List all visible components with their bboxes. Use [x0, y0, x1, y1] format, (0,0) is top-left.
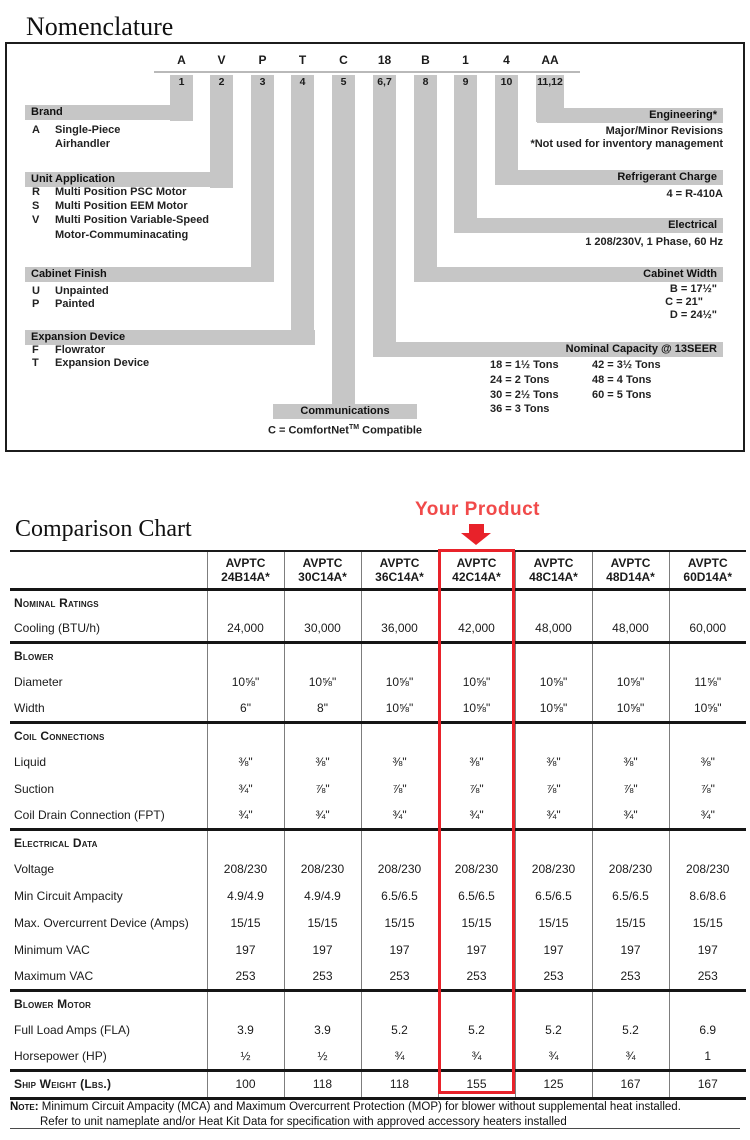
value-cell: 100 — [207, 1070, 284, 1098]
table-row — [10, 1043, 746, 1070]
code-character: 4 — [503, 53, 510, 67]
model-number: 48D14A* — [606, 569, 655, 584]
empty-cell — [361, 642, 438, 668]
table-row — [10, 748, 746, 775]
empty-cell — [207, 722, 284, 748]
value-cell: ⅞" — [361, 775, 438, 802]
value-cell: 60,000 — [669, 615, 746, 642]
value-cell: 167 — [592, 1070, 669, 1098]
code-position-number: 3 — [259, 76, 266, 88]
code-drop-bar — [291, 75, 314, 342]
empty-cell — [438, 990, 515, 1016]
code-position-number: 2 — [218, 76, 225, 88]
capacity-item: 60 = 5 Tons — [592, 389, 652, 401]
value-cell: 10⅝" — [592, 695, 669, 722]
cabinet-finish-bar: Cabinet Finish — [25, 267, 274, 282]
value-cell: ½ — [207, 1043, 284, 1070]
refrigerant-charge-bar: Refrigerant Charge — [495, 170, 723, 185]
item-text: Flowrator — [55, 344, 106, 356]
value-cell: 253 — [207, 963, 284, 990]
value-cell: 24,000 — [207, 615, 284, 642]
electrical-bar: Electrical — [454, 218, 723, 233]
model-series: AVPTC — [302, 555, 343, 570]
unit-app-item — [32, 186, 186, 199]
value-cell: 208/230 — [207, 855, 284, 882]
capacity-item: 18 = 1½ Tons — [490, 359, 559, 371]
table-row — [10, 855, 746, 882]
code-drop-bar — [454, 75, 477, 232]
value-cell: 6.5/6.5 — [438, 882, 515, 909]
nominal-capacity-bar: Nominal Capacity @ 13SEER — [373, 342, 723, 357]
empty-cell — [669, 642, 746, 668]
cabinet-width-bar: Cabinet Width — [414, 267, 723, 282]
code-character: V — [217, 53, 226, 67]
value-cell: ⅜" — [207, 748, 284, 775]
value-cell: 8.6/8.6 — [669, 882, 746, 909]
item-code: P — [32, 298, 40, 310]
value-cell: 15/15 — [207, 909, 284, 936]
value-cell: 15/15 — [669, 909, 746, 936]
table-row — [10, 882, 746, 909]
column-header — [592, 551, 669, 589]
empty-cell — [207, 990, 284, 1016]
code-character: P — [258, 53, 267, 67]
communications-bar: Communications — [273, 404, 417, 419]
table-header-row — [10, 551, 746, 589]
value-cell: ⅜" — [438, 748, 515, 775]
value-cell: ¾" — [361, 802, 438, 829]
comfortnet-text: C = ComfortNet — [267, 424, 349, 437]
value-cell: 208/230 — [592, 855, 669, 882]
value-cell: 5.2 — [361, 1016, 438, 1043]
row-label: Minimum VAC — [14, 942, 90, 957]
value-cell: 208/230 — [361, 855, 438, 882]
section-header-row — [10, 722, 746, 748]
value-cell: ⅜" — [669, 748, 746, 775]
row-label: Max. Overcurrent Device (Amps) — [14, 915, 189, 930]
model-series: AVPTC — [225, 555, 266, 570]
expansion-device-bar: Expansion Device — [25, 330, 315, 345]
nomenclature-title: Nomenclature — [26, 12, 174, 41]
model-number: 48C14A* — [529, 569, 578, 584]
section-header-cell: Blower — [10, 642, 207, 668]
empty-header-cell — [10, 551, 207, 589]
cabinet-finish-item — [32, 298, 95, 311]
column-header — [669, 551, 746, 589]
column-header — [438, 551, 515, 589]
capacity-item: 30 = 2½ Tons — [490, 389, 559, 401]
value-cell: 36,000 — [361, 615, 438, 642]
value-cell: 10⅝" — [361, 668, 438, 695]
empty-cell — [438, 829, 515, 855]
value-cell: 10⅝" — [438, 695, 515, 722]
comparison-title: Comparison Chart — [15, 516, 192, 542]
empty-cell — [515, 722, 592, 748]
value-cell: 125 — [515, 1070, 592, 1098]
value-cell: 118 — [361, 1070, 438, 1098]
table-row — [10, 668, 746, 695]
communications-line — [250, 421, 440, 438]
down-arrow-icon — [469, 524, 484, 533]
value-cell: 197 — [515, 936, 592, 963]
empty-cell — [361, 722, 438, 748]
empty-cell — [207, 642, 284, 668]
empty-cell — [361, 589, 438, 615]
empty-cell — [361, 829, 438, 855]
item-text: Painted — [55, 298, 95, 310]
value-cell: 253 — [361, 963, 438, 990]
section-header-row — [10, 642, 746, 668]
row-label: Full Load Amps (FLA) — [14, 1022, 131, 1037]
value-cell: ¾ — [438, 1043, 515, 1070]
value-cell: 30,000 — [284, 615, 361, 642]
empty-cell — [207, 829, 284, 855]
item-code: T — [32, 357, 39, 369]
item-text: Multi Position EEM Motor — [55, 200, 188, 212]
note-line2: Refer to unit nameplate and/or Heat Kit Data for specification with approved accessory heaters installed — [40, 1116, 567, 1128]
value-cell: 10⅝" — [438, 668, 515, 695]
value-cell: 10⅝" — [515, 695, 592, 722]
row-label: Ship Weight (Lbs.) — [10, 1070, 207, 1098]
value-cell: ⅞" — [438, 775, 515, 802]
item-code: R — [32, 186, 40, 198]
engineering-line: Major/Minor Revisions — [605, 125, 723, 137]
value-cell: 15/15 — [515, 909, 592, 936]
brand-item-text: Single-Piece — [55, 124, 121, 136]
code-drop-bar — [414, 75, 437, 280]
code-position-number: 8 — [422, 76, 429, 88]
electrical-line: 1 208/230V, 1 Phase, 60 Hz — [585, 236, 723, 248]
value-cell: ¾ — [361, 1043, 438, 1070]
model-number: 30C14A* — [298, 569, 347, 584]
value-cell: 10⅝" — [669, 695, 746, 722]
value-cell: ⅞" — [284, 775, 361, 802]
empty-cell — [361, 990, 438, 1016]
value-cell: 6" — [207, 695, 284, 722]
item-text: Unpainted — [55, 285, 109, 297]
section-header-cell: Coil Connections — [10, 722, 207, 748]
value-cell: ⅞" — [515, 775, 592, 802]
value-cell: 208/230 — [669, 855, 746, 882]
model-number: 36C14A* — [375, 569, 424, 584]
row-label: Horsepower (HP) — [14, 1048, 107, 1063]
code-character: C — [339, 53, 348, 67]
code-position-number: 10 — [500, 76, 513, 88]
capacity-item: 24 = 2 Tons — [490, 374, 550, 386]
empty-cell — [207, 589, 284, 615]
value-cell: ⅜" — [284, 748, 361, 775]
expansion-item — [32, 357, 149, 370]
value-cell: 6.9 — [669, 1016, 746, 1043]
column-header — [361, 551, 438, 589]
ship-weight-row — [10, 1070, 746, 1098]
empty-cell — [515, 589, 592, 615]
value-cell: ¾ — [592, 1043, 669, 1070]
cabinet-width-line: B = 17½" — [669, 283, 717, 295]
brand-bar: Brand — [25, 105, 193, 120]
table-row — [10, 909, 746, 936]
model-series: AVPTC — [687, 555, 728, 570]
code-character: A — [177, 53, 186, 67]
brand-item — [32, 124, 120, 137]
value-cell: 1 — [669, 1043, 746, 1070]
empty-cell — [669, 722, 746, 748]
value-cell: ¾" — [669, 802, 746, 829]
empty-cell — [592, 829, 669, 855]
cabinet-width-line: D = 24½" — [669, 309, 717, 321]
empty-cell — [284, 829, 361, 855]
value-cell: ¾" — [207, 775, 284, 802]
capacity-item: 48 = 4 Tons — [592, 374, 652, 386]
value-cell: 48,000 — [592, 615, 669, 642]
empty-cell — [669, 990, 746, 1016]
value-cell: 3.9 — [207, 1016, 284, 1043]
value-cell: 15/15 — [284, 909, 361, 936]
empty-cell — [284, 589, 361, 615]
comparison-table — [10, 550, 746, 1100]
value-cell: 253 — [284, 963, 361, 990]
value-cell: 42,000 — [438, 615, 515, 642]
value-cell: 118 — [284, 1070, 361, 1098]
item-code: U — [32, 285, 40, 297]
value-cell: ¾" — [438, 802, 515, 829]
empty-cell — [592, 589, 669, 615]
item-code: V — [32, 214, 40, 226]
value-cell: ¾" — [284, 802, 361, 829]
expansion-item — [32, 344, 105, 357]
code-drop-bar — [495, 75, 518, 185]
model-number: 60D14A* — [683, 569, 733, 584]
section-header-row — [10, 829, 746, 855]
model-series: AVPTC — [533, 555, 574, 570]
row-label: Voltage — [14, 861, 55, 876]
value-cell: 10⅝" — [515, 668, 592, 695]
item-text: Multi Position PSC Motor — [55, 186, 187, 198]
value-cell: ¾" — [515, 802, 592, 829]
value-cell: ⅜" — [361, 748, 438, 775]
value-cell: 6.5/6.5 — [361, 882, 438, 909]
empty-cell — [284, 990, 361, 1016]
code-drop-bar — [332, 75, 355, 418]
code-character: 1 — [462, 53, 469, 67]
model-number: 42C14A* — [452, 569, 501, 584]
note-line1: Minimum Circuit Ampacity (MCA) and Maximum Overcurrent Protection (MOP) for blower without supplemental heat installed. — [41, 1101, 681, 1113]
row-label: Cooling (BTU/h) — [14, 620, 101, 635]
column-header — [284, 551, 361, 589]
value-cell: 15/15 — [361, 909, 438, 936]
value-cell: 10⅝" — [361, 695, 438, 722]
footnote — [10, 1100, 742, 1130]
section-header-row — [10, 589, 746, 615]
table-row — [10, 615, 746, 642]
item-text: Expansion Device — [55, 357, 150, 369]
compatible-text: Compatible — [359, 424, 423, 437]
column-header — [515, 551, 592, 589]
item-code: S — [32, 200, 40, 212]
section-header-cell: Electrical Data — [10, 829, 207, 855]
row-label: Liquid — [14, 754, 47, 769]
column-header — [207, 551, 284, 589]
value-cell: 5.2 — [592, 1016, 669, 1043]
code-position-number: 9 — [462, 76, 469, 88]
code-position-number: 11,12 — [537, 76, 563, 88]
value-cell: ⅜" — [592, 748, 669, 775]
value-cell: 208/230 — [284, 855, 361, 882]
section-header-cell: Blower Motor — [10, 990, 207, 1016]
tm-superscript: TM — [348, 424, 360, 431]
code-drop-bar — [251, 75, 274, 278]
empty-cell — [438, 722, 515, 748]
model-number: 24B14A* — [221, 569, 270, 584]
value-cell: 208/230 — [438, 855, 515, 882]
your-product-label: Your Product — [415, 499, 540, 520]
value-cell: 208/230 — [515, 855, 592, 882]
row-label: Maximum VAC — [14, 968, 94, 983]
empty-cell — [515, 642, 592, 668]
code-character: AA — [541, 53, 559, 67]
table-row — [10, 963, 746, 990]
code-underline — [154, 71, 580, 73]
empty-cell — [284, 722, 361, 748]
model-series: AVPTC — [456, 555, 497, 570]
code-drop-bar — [373, 75, 396, 355]
row-label: Coil Drain Connection (FPT) — [14, 807, 165, 822]
brand-item-cont: Airhandler — [55, 138, 111, 150]
value-cell: 10⅝" — [592, 668, 669, 695]
value-cell: 15/15 — [438, 909, 515, 936]
empty-cell — [669, 589, 746, 615]
row-label: Min Circuit Ampacity — [14, 888, 123, 903]
value-cell: ⅜" — [515, 748, 592, 775]
value-cell: 4.9/4.9 — [284, 882, 361, 909]
empty-cell — [592, 990, 669, 1016]
refrigerant-line: 4 = R-410A — [666, 188, 723, 200]
row-label: Suction — [14, 781, 55, 796]
empty-cell — [592, 642, 669, 668]
value-cell: 11⅝" — [669, 668, 746, 695]
code-character: B — [421, 53, 430, 67]
note-label: Note: — [10, 1101, 39, 1113]
value-cell: 3.9 — [284, 1016, 361, 1043]
table-row — [10, 802, 746, 829]
engineering-line: *Not used for inventory management — [530, 138, 723, 150]
code-position-number: 6,7 — [377, 76, 392, 88]
brand-item-code: A — [32, 124, 40, 136]
value-cell: ½ — [284, 1043, 361, 1070]
empty-cell — [438, 589, 515, 615]
bottom-rule — [10, 1128, 740, 1129]
value-cell: 253 — [592, 963, 669, 990]
value-cell: 5.2 — [515, 1016, 592, 1043]
value-cell: ¾ — [515, 1043, 592, 1070]
table-row — [10, 1016, 746, 1043]
code-position-number: 5 — [340, 76, 347, 88]
value-cell: 253 — [438, 963, 515, 990]
value-cell: ⅞" — [592, 775, 669, 802]
value-cell: 6.5/6.5 — [592, 882, 669, 909]
value-cell: 197 — [207, 936, 284, 963]
capacity-item: 36 = 3 Tons — [490, 403, 550, 415]
empty-cell — [669, 829, 746, 855]
table-row — [10, 775, 746, 802]
empty-cell — [515, 829, 592, 855]
value-cell: 6.5/6.5 — [515, 882, 592, 909]
value-cell: 253 — [669, 963, 746, 990]
value-cell: 5.2 — [438, 1016, 515, 1043]
value-cell: 155 — [438, 1070, 515, 1098]
value-cell: 197 — [669, 936, 746, 963]
empty-cell — [515, 990, 592, 1016]
capacity-item: 42 = 3½ Tons — [592, 359, 661, 371]
item-text: Multi Position Variable-Speed — [55, 214, 210, 226]
empty-cell — [592, 722, 669, 748]
unit-application-bar: Unit Application — [25, 172, 233, 187]
down-arrow-icon — [461, 533, 491, 545]
code-character: T — [298, 53, 307, 67]
item-code: F — [32, 344, 39, 356]
row-label: Diameter — [14, 674, 63, 689]
unit-app-item-cont: Motor-Commuminacating — [55, 229, 189, 241]
section-header-row — [10, 990, 746, 1016]
empty-cell — [284, 642, 361, 668]
value-cell: ¾" — [207, 802, 284, 829]
value-cell: 253 — [515, 963, 592, 990]
value-cell: 197 — [592, 936, 669, 963]
model-series: AVPTC — [379, 555, 420, 570]
value-cell: 10⅝" — [207, 668, 284, 695]
empty-cell — [438, 642, 515, 668]
cabinet-finish-item — [32, 285, 109, 298]
value-cell: 48,000 — [515, 615, 592, 642]
value-cell: 15/15 — [592, 909, 669, 936]
code-character: 18 — [377, 53, 392, 67]
value-cell: ⅞" — [669, 775, 746, 802]
unit-app-item — [32, 214, 209, 227]
table-row — [10, 936, 746, 963]
table-row — [10, 695, 746, 722]
value-cell: 4.9/4.9 — [207, 882, 284, 909]
value-cell: 197 — [361, 936, 438, 963]
value-cell: 167 — [669, 1070, 746, 1098]
model-series: AVPTC — [610, 555, 651, 570]
unit-app-item — [32, 200, 188, 213]
section-header-cell: Nominal Ratings — [10, 589, 207, 615]
value-cell: 197 — [438, 936, 515, 963]
code-position-number: 4 — [299, 76, 306, 88]
code-position-number: 1 — [178, 76, 185, 88]
row-label: Width — [14, 700, 45, 715]
value-cell: ¾" — [592, 802, 669, 829]
value-cell: 8" — [284, 695, 361, 722]
cabinet-width-line: C = 21" — [665, 296, 703, 308]
engineering-bar: Engineering* — [537, 108, 723, 123]
value-cell: 197 — [284, 936, 361, 963]
value-cell: 10⅝" — [284, 668, 361, 695]
